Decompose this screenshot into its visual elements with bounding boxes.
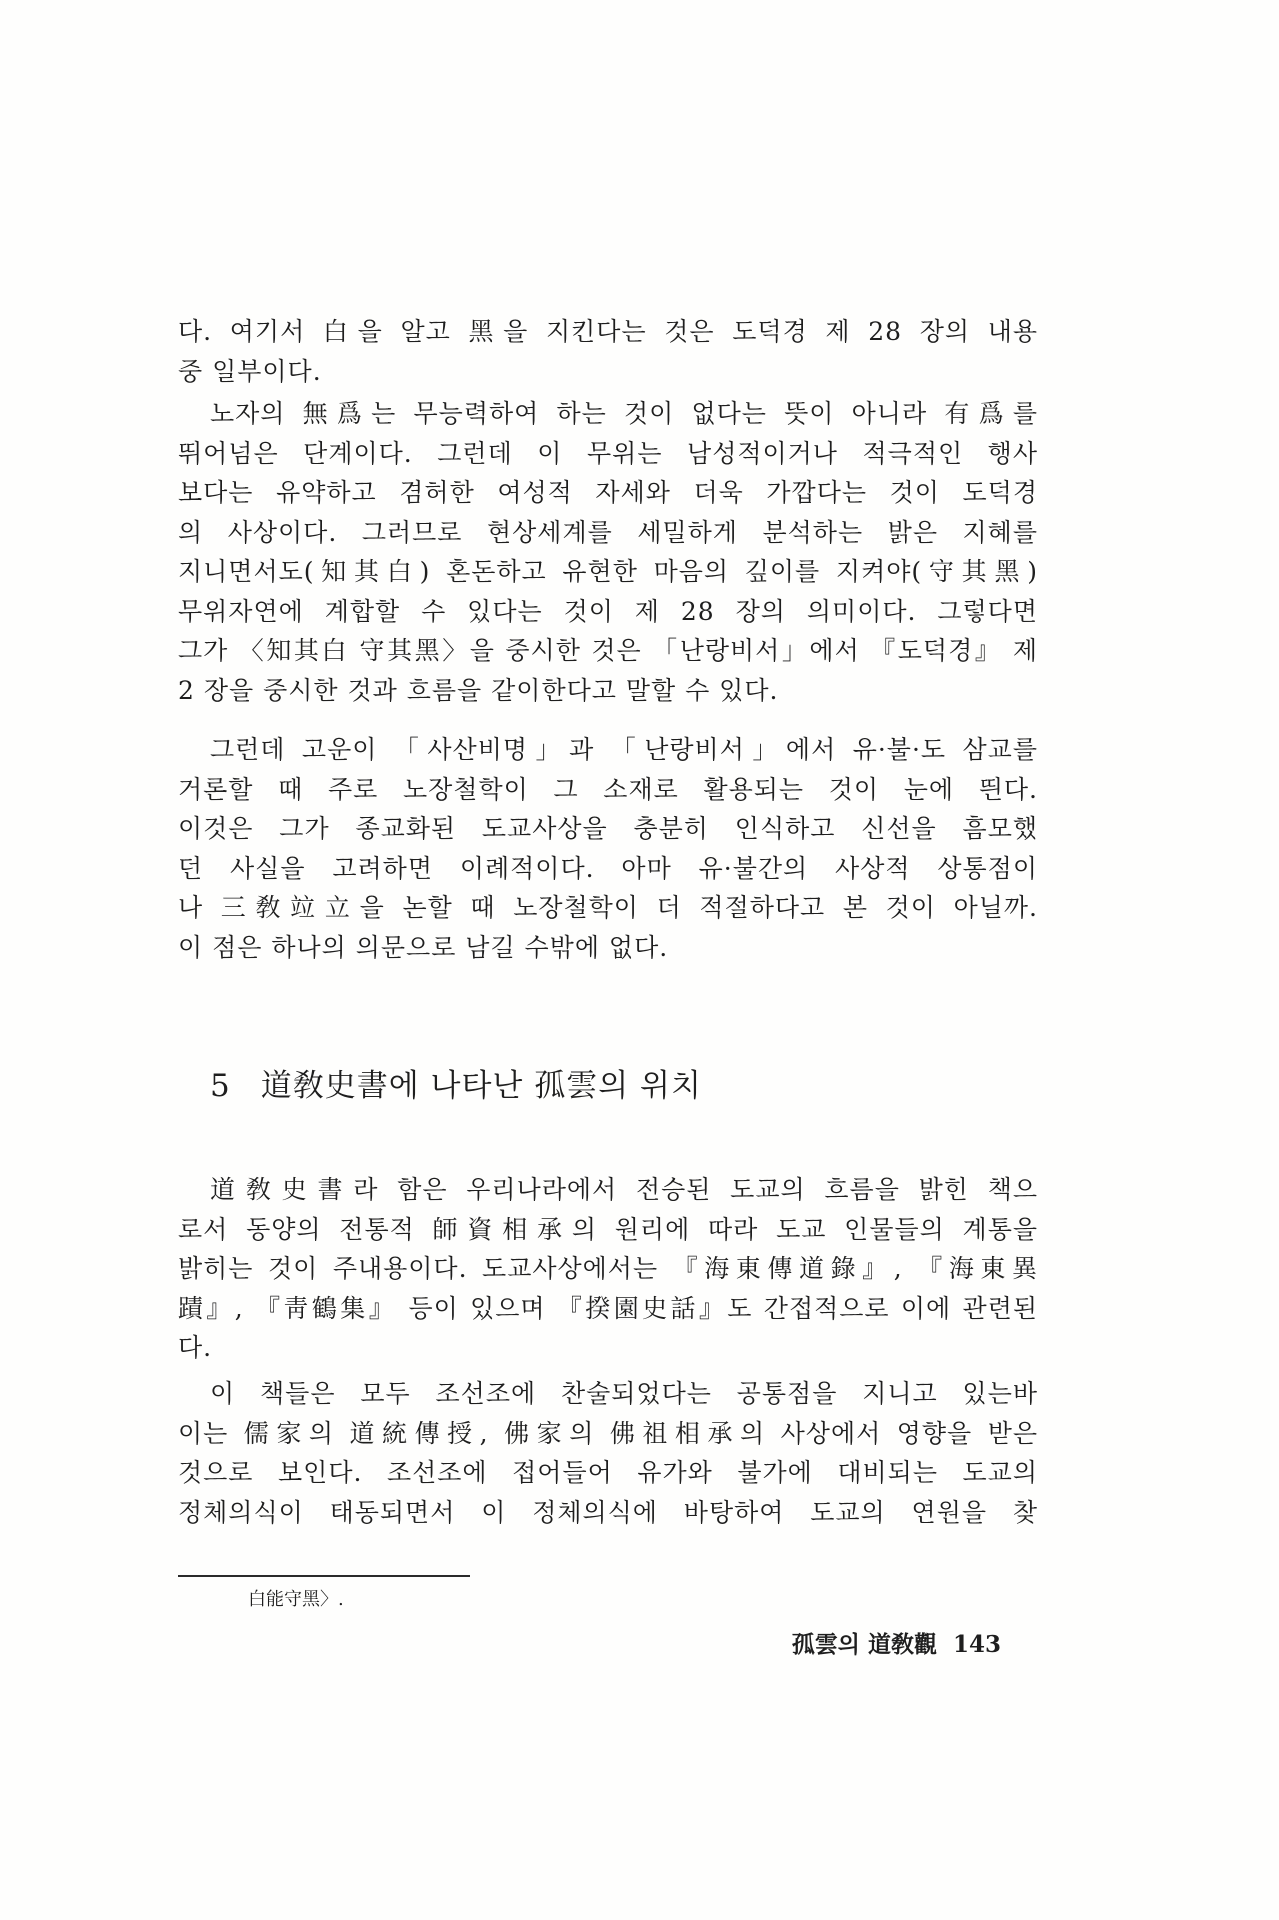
text-line: 뛰어넘은 단계이다. 그런데 이 무위는 남성적이거나 적극적인 행사 xyxy=(178,438,1038,468)
text-line: 보다는 유약하고 겸허한 여성적 자세와 더욱 가깝다는 것이 도덕경 xyxy=(178,478,1038,507)
page-number: 143 xyxy=(952,1631,1001,1658)
section-title: 道敎史書에 나타난 孤雲의 위치 xyxy=(260,1068,702,1104)
text-line: 밝히는 것이 주내용이다. 도교사상에서는 『海東傳道錄』, 『海東異 xyxy=(178,1254,1038,1283)
text-line: 것으로 보인다. 조선조에 접어들어 유가와 불가에 대비되는 도교의 xyxy=(178,1458,1038,1487)
text-line: 道敎史書라 함은 우리나라에서 전승된 도교의 흐름을 밝힌 책으 xyxy=(210,1175,1038,1204)
paragraph-three-teachings xyxy=(178,730,1038,967)
text-line: 이 책들은 모두 조선조에 찬술되었다는 공통점을 지니고 있는바 xyxy=(210,1379,1038,1408)
text-line: 蹟』, 『靑鶴集』 등이 있으며 『揆園史話』도 간접적으로 이에 관련된 xyxy=(178,1293,1038,1323)
footnote-text: 白能守黑〉. xyxy=(248,1589,344,1610)
footnote-divider xyxy=(178,1575,470,1577)
text-line: 무위자연에 계합할 수 있다는 것이 제 28 장의 의미이다. 그렇다면 xyxy=(178,596,1038,626)
text-line: 노자의 無爲는 무능력하여 하는 것이 없다는 뜻이 아니라 有爲를 xyxy=(210,399,1038,428)
text-line: 이 점은 하나의 의문으로 남길 수밖에 없다. xyxy=(178,932,669,962)
text-line: 2 장을 중시한 것과 흐름을 같이한다고 말할 수 있다. xyxy=(178,675,779,705)
text-line: 그가 〈知其白 守其黑〉을 중시한 것은 「난랑비서」에서 『도덕경』 제 xyxy=(178,636,1038,665)
text-line: 던 사실을 고려하면 이례적이다. 아마 유·불간의 사상적 상통점이 xyxy=(178,853,1038,883)
section-heading xyxy=(210,1064,702,1108)
paragraph-joseon-books xyxy=(178,1374,1038,1532)
text-line: 그런데 고운이 「사산비명」과 「난랑비서」에서 유·불·도 삼교를 xyxy=(210,735,1038,764)
text-line: 중 일부이다. xyxy=(178,356,322,386)
paragraph-continuation xyxy=(178,312,1038,391)
text-line: 지니면서도(知其白) 혼돈하고 유현한 마음의 깊이를 지켜야(守其黑) xyxy=(178,557,1038,586)
text-line: 로서 동양의 전통적 師資相承의 원리에 따라 도교 인물들의 계통을 xyxy=(178,1214,1038,1244)
text-line: 나 三敎竝立을 논할 때 노장철학이 더 적절하다고 본 것이 아닐까. xyxy=(178,893,1038,922)
text-line: 다. 여기서 白을 알고 黑을 지킨다는 것은 도덕경 제 28 장의 내용 xyxy=(178,317,1038,346)
running-footer xyxy=(792,1628,1001,1662)
text-line: 다. xyxy=(178,1333,213,1362)
text-line: 이것은 그가 종교화된 도교사상을 충분히 인식하고 신선을 흠모했 xyxy=(178,814,1038,843)
text-line: 정체의식이 태동되면서 이 정체의식에 바탕하여 도교의 연원을 찾 xyxy=(178,1497,1038,1527)
running-title: 孤雲의 道敎觀 xyxy=(791,1631,937,1658)
text-line: 이는 儒家의 道統傳授, 佛家의 佛祖相承의 사상에서 영향을 받은 xyxy=(178,1418,1038,1448)
text-line: 의 사상이다. 그러므로 현상세계를 세밀하게 분석하는 밝은 지혜를 xyxy=(178,517,1038,547)
section-number: 5 xyxy=(210,1068,231,1104)
paragraph-taoist-histories xyxy=(178,1170,1038,1368)
text-line: 거론할 때 주로 노장철학이 그 소재로 활용되는 것이 눈에 띈다. xyxy=(178,774,1038,804)
paragraph-laozi-wuwei xyxy=(178,394,1038,710)
